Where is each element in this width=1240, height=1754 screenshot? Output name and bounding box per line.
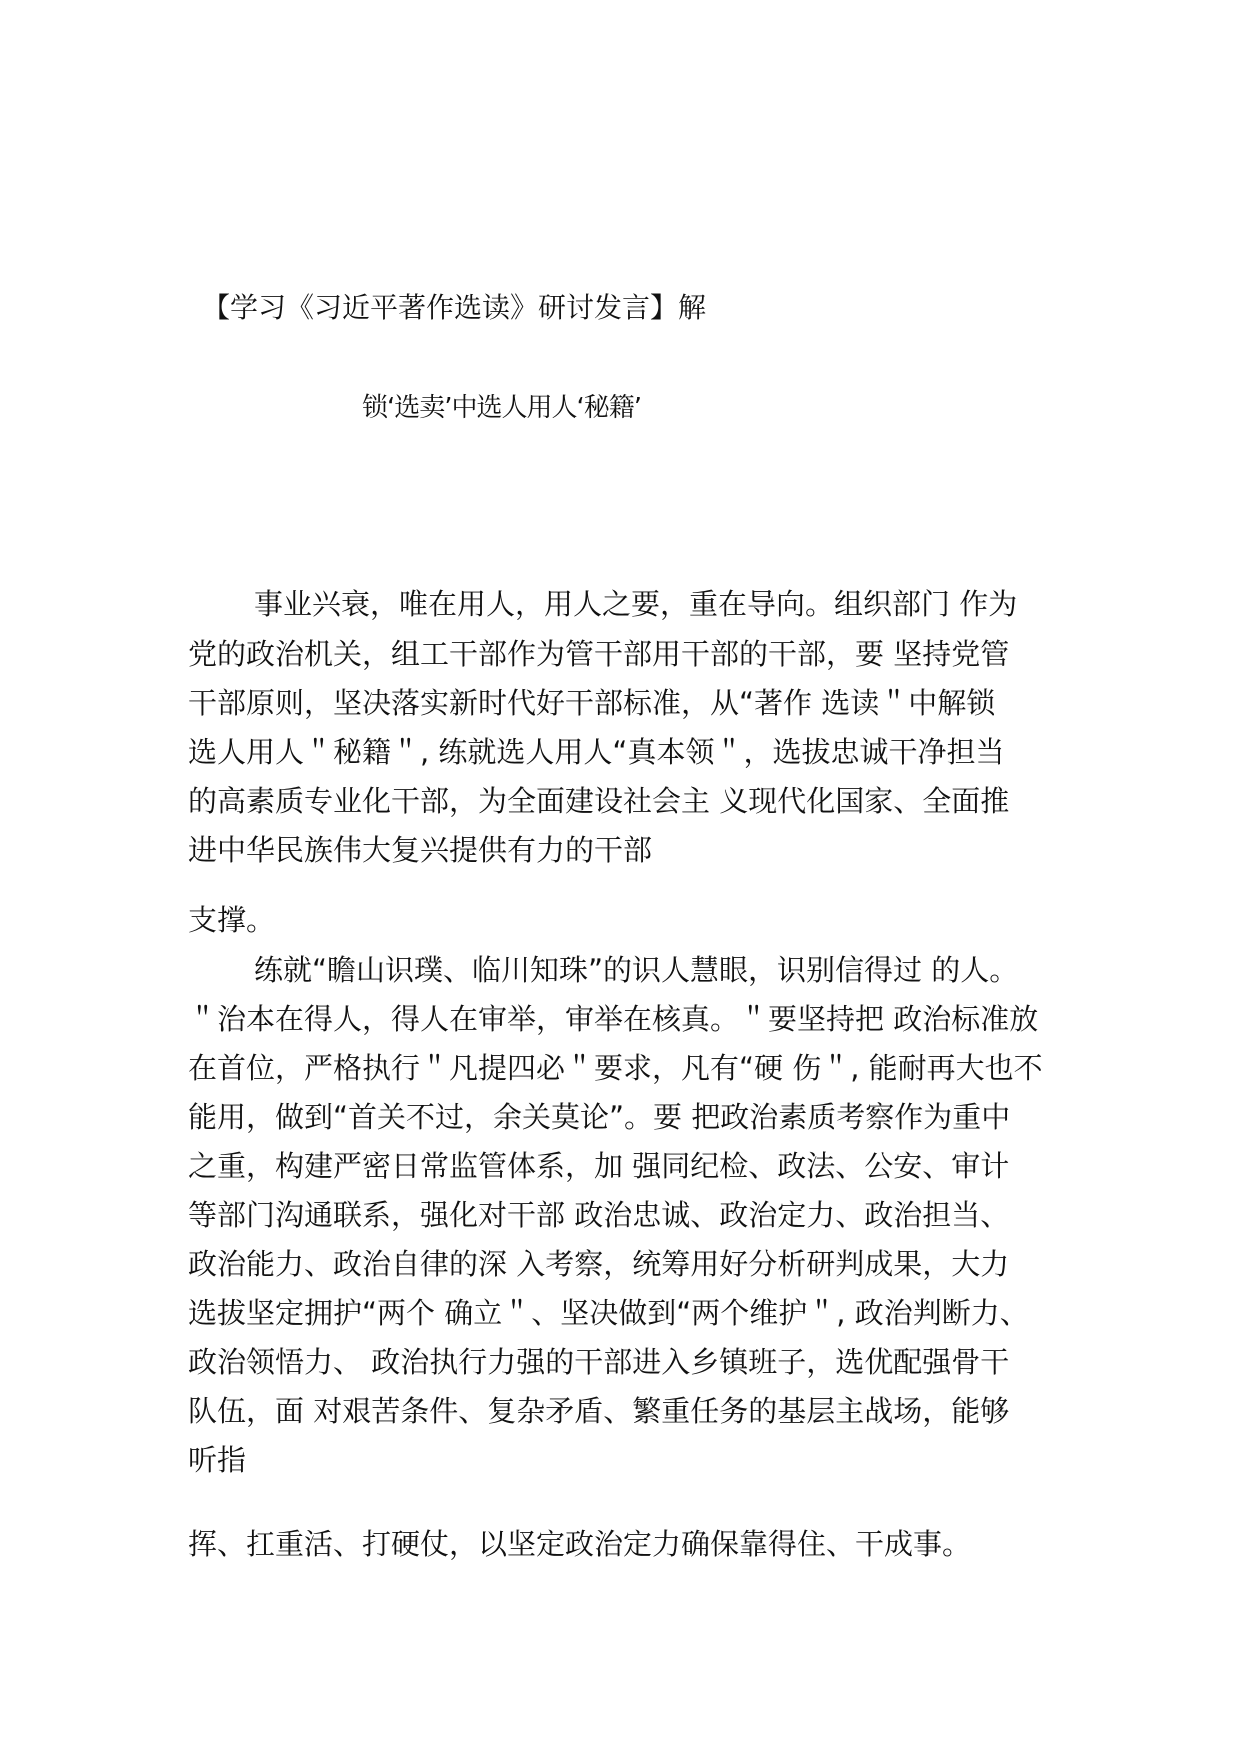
document-title-line-2: 锁‘选卖’中选人用人‘秘籍’: [362, 393, 642, 423]
document-title-line-1: 【学习《习近平著作选读》研讨发言】解: [202, 291, 707, 324]
paragraph-1-line: 事业兴衰，唯在用人，用人之要，重在导向。组织部门 作为: [254, 587, 1018, 621]
paragraph-2-line: 等部门沟通联系，强化对干部 政治忠诚、政治定力、政治担当、: [188, 1198, 1010, 1232]
paragraph-1-line: 的高素质专业化干部，为全面建设社会主 义现代化国家、全面推: [188, 784, 1010, 818]
paragraph-2-line: 政治领悟力、 政治执行力强的干部进入乡镇班子，选优配强骨干: [188, 1345, 1010, 1379]
paragraph-2-line: 队伍，面 对艰苦条件、复杂矛盾、繁重任务的基层主战场，能够: [188, 1394, 1010, 1428]
paragraph-2-line: 挥、扛重活、打硬仗，以坚定政治定力确保靠得住、干成事。: [188, 1527, 972, 1561]
paragraph-2-line: 听指: [188, 1443, 247, 1477]
paragraph-2-line: 练就“瞻山识璞、临川知珠”的识人慧眼，识别信得过 的人。: [254, 953, 1019, 987]
paragraph-2-line: 在首位，严格执行＂凡提四必＂要求，凡有“硬 伤＂, 能耐再大也不: [188, 1051, 1043, 1085]
paragraph-1-line: 支撑。: [188, 903, 276, 937]
paragraph-1-line: 选人用人＂秘籍＂, 练就选人用人“真本领＂，选拔忠诚干净担当: [188, 735, 1005, 769]
paragraph-1-line: 干部原则，坚决落实新时代好干部标准，从“著作 选读＂中解锁: [188, 686, 996, 720]
paragraph-1-line: 党的政治机关，组工干部作为管干部用干部的干部，要 坚持党管: [188, 637, 1010, 671]
paragraph-2-line: 之重，构建严密日常监管体系，加 强同纪检、政法、公安、审计: [188, 1149, 1010, 1183]
paragraph-1-line: 进中华民族伟大复兴提供有力的干部: [188, 833, 653, 867]
paragraph-2-line: 政治能力、政治自律的深 入考察，统筹用好分析研判成果，大力: [188, 1247, 1010, 1281]
paragraph-2-line: 能用，做到“首关不过，余关莫论”。要 把政治素质考察作为重中: [188, 1100, 1011, 1134]
paragraph-2-line: 选拔坚定拥护“两个 确立＂、坚决做到“两个维护＂, 政治判断力、: [188, 1296, 1029, 1330]
paragraph-2-line: ＂治本在得人，得人在审举，审举在核真。＂要坚持把 政治标准放: [188, 1002, 1039, 1036]
